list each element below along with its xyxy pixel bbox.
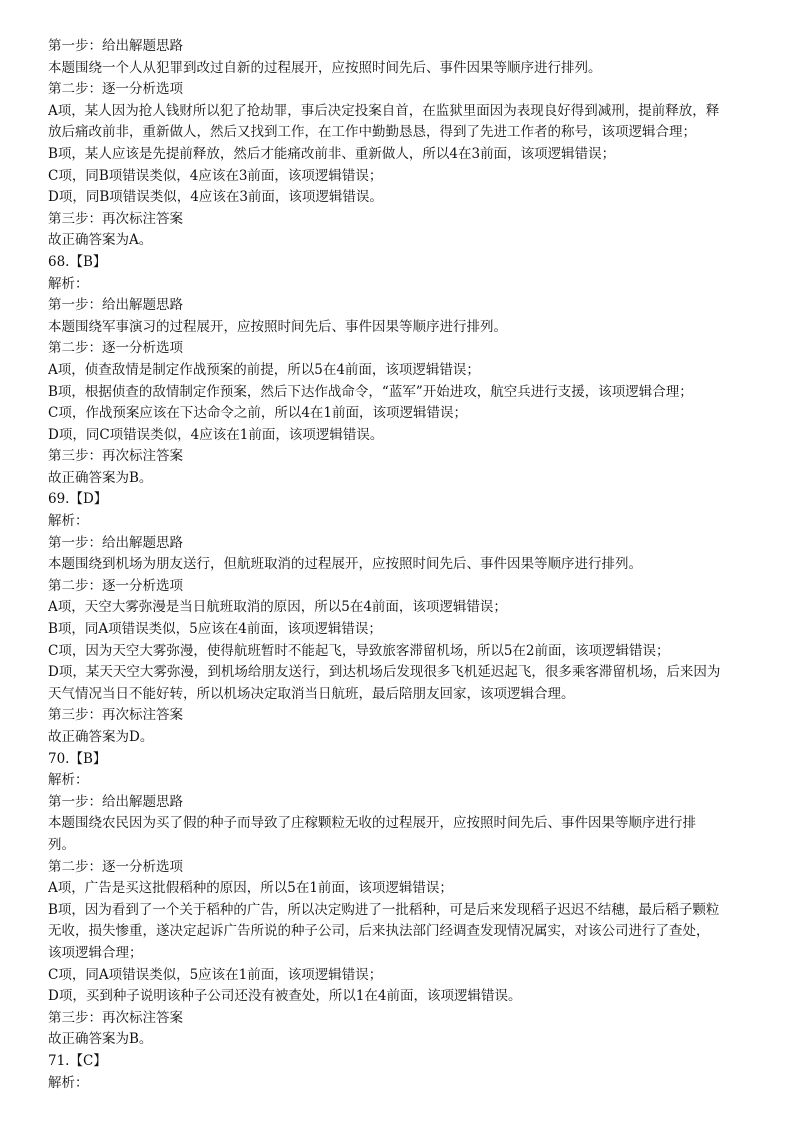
text-line: 第三步：再次标注答案 (48, 210, 183, 227)
text-line: C项，因为天空大雾弥漫，使得航班暂时不能起飞，导致旅客滞留机场，所以5在2前面，该项逻辑错误； (48, 642, 670, 659)
text-line: 第三步：再次标注答案 (48, 448, 183, 465)
text-line: D项，某天天空大雾弥漫，到机场给朋友送行，到达机场后发现很多飞机延迟起飞，很多乘客滞留机场，后来因为 (48, 664, 721, 681)
text-line: 本题围绕到机场为朋友送行，但航班取消的过程展开，应按照时间先后、事件因果等顺序进行排列。 (48, 556, 642, 573)
text-line: B项，同A项错误类似，5应该在4前面，该项逻辑错误； (48, 621, 382, 638)
text-line: A项，广告是买这批假稻种的原因，所以5在1前面，该项逻辑错误； (48, 880, 453, 897)
text-line: 天气情况当日不能好转，所以机场决定取消当日航班，最后陪朋友回家，该项逻辑合理。 (48, 685, 575, 702)
text-line: 无收，损失惨重，遂决定起诉广告所说的种子公司，后来执法部门经调查发现情况属实，对该公司进行了查处， (48, 923, 710, 940)
text-line: 第一步：给出解题思路 (48, 297, 183, 314)
text-line: 第二步：逐一分析选项 (48, 340, 183, 357)
text-line: B项，因为看到了一个关于稻种的广告，所以决定购进了一批稻种，可是后来发现稻子迟迟不结穗，最后稻子颗粒 (48, 901, 720, 918)
text-line: 68.【B】 (48, 253, 107, 270)
text-line: 第二步：逐一分析选项 (48, 858, 183, 875)
text-line: 本题围绕农民因为买了假的种子而导致了庄稼颗粒无收的过程展开，应按照时间先后、事件因果等顺序进行排 (48, 815, 696, 832)
text-line: 第三步：再次标注答案 (48, 707, 183, 724)
text-line: 解析： (48, 513, 89, 530)
text-line: B项，某人应该是先提前释放，然后才能痛改前非、重新做人，所以4在3前面，该项逻辑错误； (48, 145, 616, 162)
text-line: 故正确答案为D。 (48, 729, 154, 745)
text-line: 第一步：给出解题思路 (48, 793, 183, 810)
answer-explanation-page (48, 36, 754, 1094)
text-line: 第三步：再次标注答案 (48, 1009, 183, 1026)
text-line: 解析： (48, 275, 89, 292)
text-line: A项，侦查敌情是制定作战预案的前提，所以5在4前面，该项逻辑错误； (48, 361, 480, 378)
text-line: 放后痛改前非，重新做人，然后又找到工作，在工作中勤勤恳恳，得到了先进工作者的称号，该项逻辑合理； (48, 124, 696, 141)
text-line: C项，同A项错误类似，5应该在1前面，该项逻辑错误； (48, 966, 383, 983)
text-line: 故正确答案为B。 (48, 469, 153, 486)
text-line: 第一步：给出解题思路 (48, 534, 183, 551)
text-line: 71.【C】 (48, 1052, 107, 1069)
text-line: D项，同C项错误类似，4应该在1前面，该项逻辑错误。 (48, 426, 384, 443)
text-line: C项，作战预案应该在下达命令之前，所以4在1前面，该项逻辑错误； (48, 405, 468, 422)
text-line: 70.【B】 (48, 750, 107, 767)
text-line: A项，天空大雾弥漫是当日航班取消的原因，所以5在4前面，该项逻辑错误； (48, 599, 507, 616)
text-line: 故正确答案为A。 (48, 232, 153, 249)
text-line: D项，同B项错误类似，4应该在3前面，该项逻辑错误。 (48, 189, 383, 206)
text-line: 第二步：逐一分析选项 (48, 577, 183, 594)
text-line: 本题围绕军事演习的过程展开，应按照时间先后、事件因果等顺序进行排列。 (48, 318, 507, 335)
text-line: C项，同B项错误类似，4应该在3前面，该项逻辑错误； (48, 167, 383, 184)
text-line: 解析： (48, 1074, 89, 1091)
text-line: 第一步：给出解题思路 (48, 38, 183, 54)
text-line: 该项逻辑合理； (48, 944, 143, 961)
text-line: 本题围绕一个人从犯罪到改过自新的过程展开，应按照时间先后、事件因果等顺序进行排列。 (48, 59, 602, 76)
text-line: B项，根据侦查的敌情制定作预案，然后下达作战命令，“蓝军”开始进攻，航空兵进行支援，该项逻辑合理； (48, 383, 693, 400)
text-line: 第二步：逐一分析选项 (48, 81, 183, 98)
text-line: 解析： (48, 772, 89, 789)
text-line: D项，买到种子说明该种子公司还没有被查处，所以1在4前面，该项逻辑错误。 (48, 988, 522, 1005)
text-line: 列。 (48, 836, 75, 853)
text-line: A项，某人因为抢人钱财所以犯了抢劫罪，事后决定投案自首，在监狱里面因为表现良好得到减刑，提前释放，释 (48, 102, 720, 119)
text-line: 69.【D】 (48, 491, 108, 508)
text-line: 故正确答案为B。 (48, 1031, 153, 1048)
